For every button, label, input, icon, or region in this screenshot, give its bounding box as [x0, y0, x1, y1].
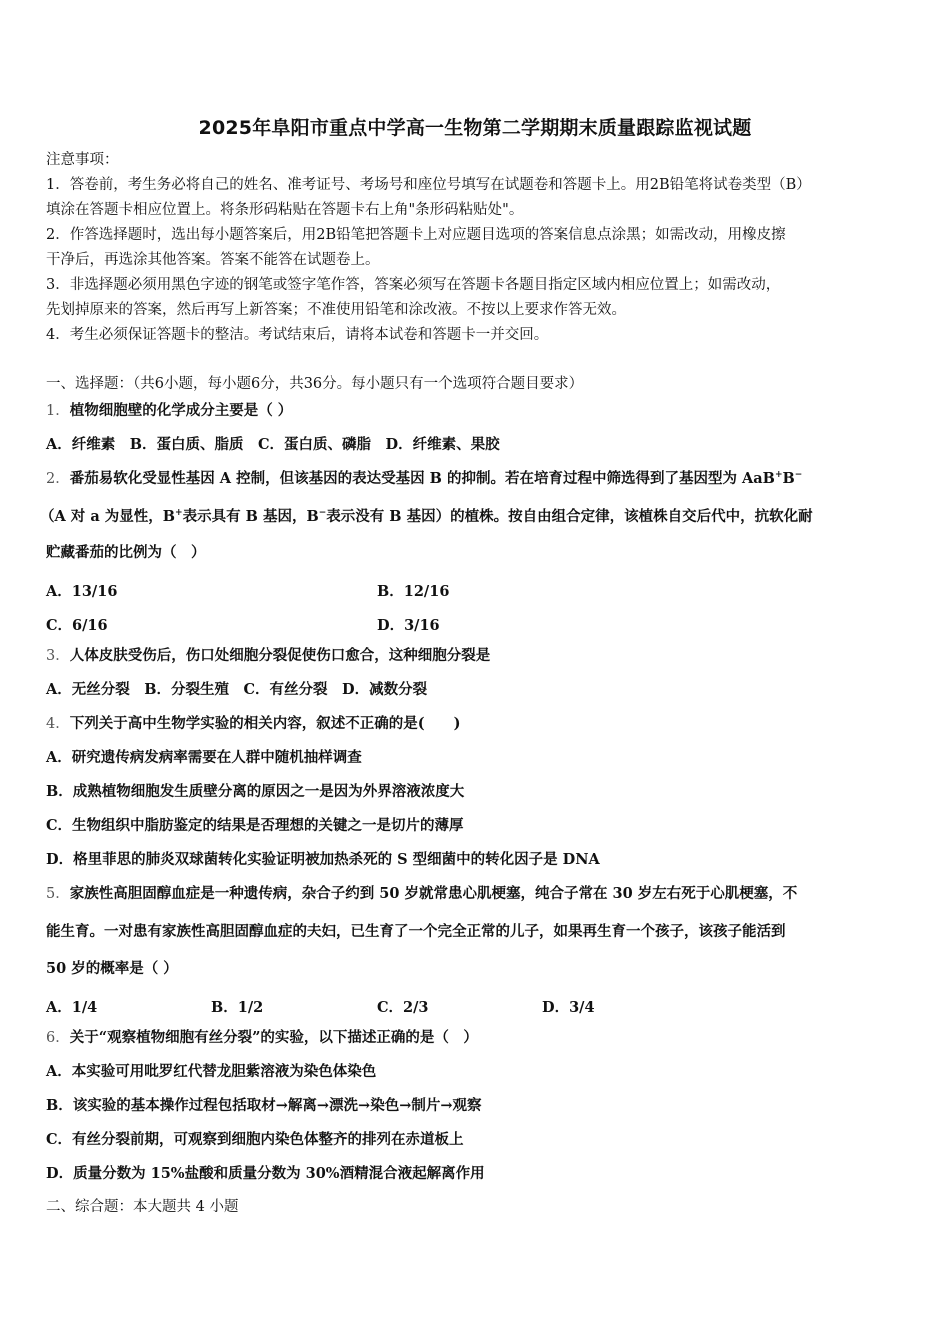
question-5-stem-line-1: 5．家族性高胆固醇血症是一种遗传病，杂合子约到 50 岁就常患心肌梗塞，纯合子常在 30 岁左右死于心肌梗塞，不 — [46, 885, 798, 902]
question-1-options: A．纤维素 B．蛋白质、脂质 C．蛋白质、磷脂 D．纤维素、果胶 — [46, 436, 500, 453]
notice-line-5: 3．非选择题必须用黑色字迹的钢笔或签字笔作答，答案必须写在答题卡各题目指定区域内相应位置上；如需改动， — [46, 277, 781, 293]
question-3-number: 3． — [46, 648, 70, 664]
page-title: 2025年阜阳市重点中学高一生物第二学期期末质量跟踪监视试题 — [198, 117, 752, 139]
notice-line-6: 先划掉原来的答案，然后再写上新答案；不准使用铅笔和涂改液。不按以上要求作答无效。 — [46, 302, 626, 318]
question-5-stem-line-2: 能生育。一对患有家族性高胆固醇血症的夫妇，已生育了一个完全正常的儿子，如果再生育一个孩子，该孩子能活到 — [46, 923, 786, 940]
question-2-option-a: A．13/16 — [46, 583, 118, 600]
section-1-heading: 一、选择题：（共6小题，每小题6分，共36分。每小题只有一个选项符合题目要求） — [46, 376, 584, 392]
question-4-stem — [46, 716, 460, 733]
question-6-option-d: D．质量分数为 15%盐酸和质量分数为 30%酒精混合液起解离作用 — [46, 1165, 485, 1182]
question-2-option-b: B．12/16 — [377, 583, 450, 600]
question-1-number: 1． — [46, 403, 70, 419]
question-4-number: 4． — [46, 716, 70, 732]
question-2-stem-line-1: 2．番茄易软化受显性基因 A 控制，但该基因的表达受基因 B 的抑制。若在培育过程中筛选得到了基因型为 AaB+B− — [46, 470, 803, 487]
question-6-number: 6． — [46, 1030, 70, 1046]
question-6-option-c: C．有丝分裂前期，可观察到细胞内染色体整齐的排列在赤道板上 — [46, 1131, 464, 1148]
question-6-option-a: A．本实验可用吡罗红代替龙胆紫溶液为染色体染色 — [46, 1063, 377, 1080]
question-2-stem-line-2: （A 对 a 为显性，B+表示具有 B 基因，B−表示没有 B 基因）的植株。按自由组合定律，该植株自交后代中，抗软化耐 — [40, 508, 813, 525]
question-4-text: 下列关于高中生物学实验的相关内容，叙述不正确的是( ) — [69, 715, 461, 732]
question-4-option-c: C．生物组织中脂肪鉴定的结果是否理想的关键之一是切片的薄厚 — [46, 817, 464, 834]
question-6-stem — [46, 1030, 478, 1047]
question-5-option-d: D．3/4 — [542, 999, 595, 1016]
question-4-option-b: B．成熟植物细胞发生质壁分离的原因之一是因为外界溶液浓度大 — [46, 783, 465, 800]
notice-line-4: 干净后，再选涂其他答案。答案不能答在试题卷上。 — [46, 252, 380, 268]
notice-line-7: 4．考生必须保证答题卡的整洁。考试结束后，请将本试卷和答题卡一并交回。 — [46, 327, 549, 343]
question-1-stem — [46, 403, 292, 420]
section-2-heading: 二、综合题：本大题共 4 小题 — [46, 1199, 239, 1215]
question-2-stem-line-3: 贮藏番茄的比例为（ ） — [46, 544, 206, 561]
question-2-option-c: C．6/16 — [46, 617, 108, 634]
question-3-options: A．无丝分裂 B．分裂生殖 C．有丝分裂 D．减数分裂 — [46, 681, 428, 698]
question-2-option-d: D．3/16 — [377, 617, 440, 634]
question-3-stem — [46, 648, 490, 665]
notice-heading: 注意事项： — [46, 152, 119, 168]
question-2-number: 2． — [46, 471, 70, 487]
notice-line-3: 2．作答选择题时，选出每小题答案后，用2B铅笔把答题卡上对应题目选项的答案信息点涂黑；如需改动，用橡皮擦 — [46, 227, 786, 243]
notice-line-2: 填涂在答题卡相应位置上。将条形码粘贴在答题卡右上角"条形码粘贴处"。 — [46, 202, 524, 218]
question-4-option-a: A．研究遗传病发病率需要在人群中随机抽样调查 — [46, 749, 362, 766]
question-1-text: 植物细胞壁的化学成分主要是（ ） — [69, 402, 293, 419]
question-5-stem-line-3: 50 岁的概率是（ ） — [46, 960, 178, 977]
question-6-option-b: B．该实验的基本操作过程包括取材→解离→漂洗→染色→制片→观察 — [46, 1097, 482, 1114]
question-5-option-b: B．1/2 — [211, 999, 264, 1016]
notice-line-1: 1．答卷前，考生务必将自己的姓名、准考证号、考场号和座位号填写在试题卷和答题卡上。用2B铅笔将试卷类型（B） — [46, 177, 811, 193]
question-3-text: 人体皮肤受伤后，伤口处细胞分裂促使伤口愈合，这种细胞分裂是 — [69, 647, 491, 664]
question-6-text: 关于“观察植物细胞有丝分裂”的实验，以下描述正确的是（ ） — [69, 1029, 478, 1046]
question-4-option-d: D．格里菲思的肺炎双球菌转化实验证明被加热杀死的 S 型细菌中的转化因子是 DNA — [46, 851, 600, 868]
question-5-number: 5． — [46, 886, 70, 902]
question-5-option-a: A．1/4 — [46, 999, 98, 1016]
question-5-option-c: C．2/3 — [377, 999, 429, 1016]
